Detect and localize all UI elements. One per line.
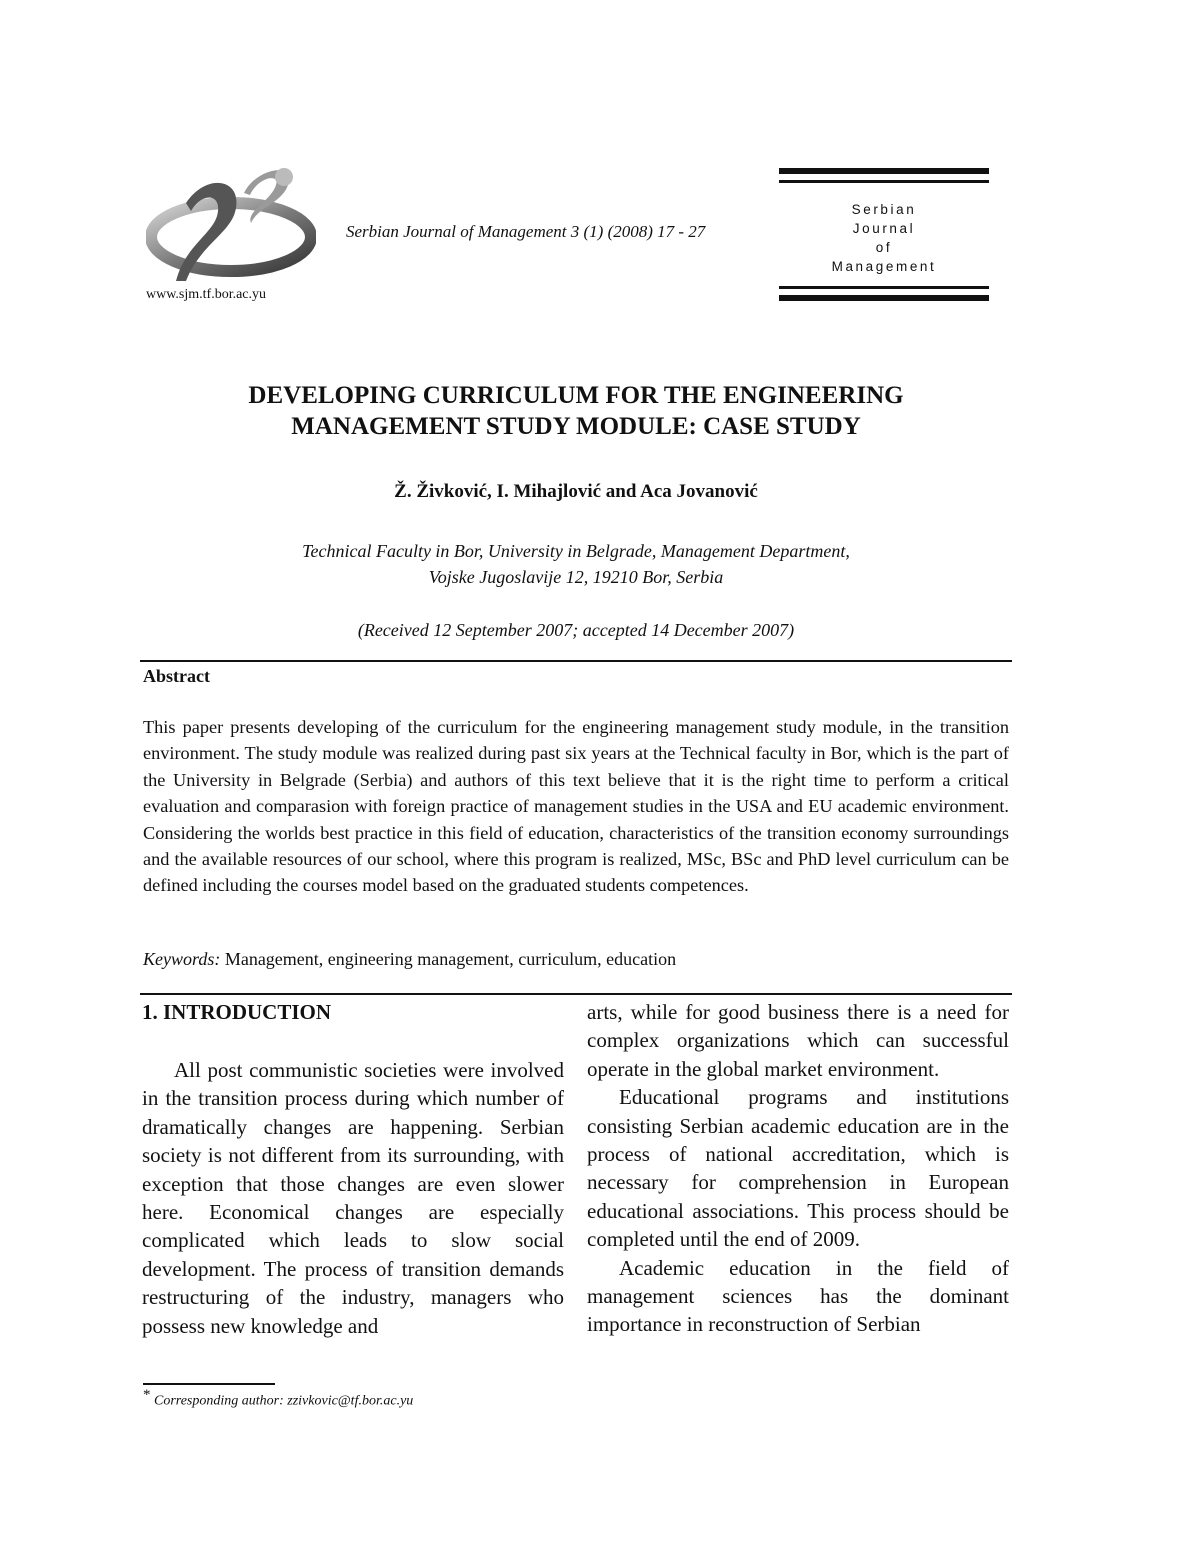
abstract-text: This paper presents developing of the curriculum for the engineering management study module, in the transition environment. The study module was realized during past six years at the Technical faculty in Bor, which is the part of the University in Belgrade (Serbia) and authors of this text believe that it is the right time to perform a critical evaluation and comparasion with foreign practice of management studies in the USA and EU academic environment. Considering the worlds best practice in this field of education, characteristics of the transition economy surroundings and the available resources of our school, where this program is realized, MSc, BSc and PhD level curriculum can be defined including the courses model based on the graduated students competences. xyxy=(143,717,1009,896)
keywords-label: Keywords: xyxy=(143,949,221,969)
footnote-rule xyxy=(143,1383,275,1385)
intro-paragraph: All post communistic societies were involved in the transition process during which number of dramatically changes are happening. Serbian society is not different from its surrounding, with exception that those changes are even slower here. Economical changes are especially complicated which leads to slow social development. The process of transition demands restructuring of the industry, managers who possess new knowledge and xyxy=(142,1058,564,1338)
journal-logo xyxy=(146,163,316,285)
affiliation-line: Technical Faculty in Bor, University in Belgrade, Management Department, xyxy=(302,541,850,561)
journal-box-line: Serbian xyxy=(851,202,917,217)
keywords-text: Management, engineering management, curriculum, education xyxy=(220,949,677,969)
intro-paragraph: Educational programs and institutions consisting Serbian academic education are in the process of national accreditation, which is necessary for comprehension in European educational associations. This process should be completed until the end of 2009. xyxy=(587,1085,1009,1252)
journal-name-box xyxy=(779,200,989,276)
keywords xyxy=(143,949,676,970)
site-url[interactable]: www.sjm.tf.bor.ac.yu xyxy=(146,287,267,302)
abstract-bottom-rule xyxy=(140,993,1012,995)
paper-title xyxy=(140,380,1012,442)
footnote xyxy=(143,1387,413,1410)
left-column xyxy=(142,998,564,1340)
title-line: DEVELOPING CURRICULUM FOR THE ENGINEERING xyxy=(248,382,904,409)
title-line: MANAGEMENT STUDY MODULE: CASE STUDY xyxy=(291,413,861,440)
footnote-text: Corresponding author: zzivkovic@tf.bor.ac.yu xyxy=(150,1393,414,1409)
right-column xyxy=(587,998,1009,1339)
journal-citation: Serbian Journal of Management 3 (1) (2008) 17 - 27 xyxy=(346,222,706,241)
section-heading: 1. INTRODUCTION xyxy=(142,1000,332,1024)
abstract-heading: Abstract xyxy=(143,666,210,686)
journal-box-line: of xyxy=(875,240,893,255)
journal-box-line: Journal xyxy=(852,221,916,236)
journal-box-bottom-bar xyxy=(779,295,989,301)
abstract-top-rule xyxy=(140,660,1012,662)
journal-box-bottom-thin-bar xyxy=(779,286,989,289)
intro-paragraph: arts, while for good business there is a need for complex organizations which can successful operate in the global market environment. xyxy=(587,1000,1009,1081)
journal-box-top-thin-bar xyxy=(779,180,989,183)
logo-graphic xyxy=(146,163,316,285)
intro-paragraph: Academic education in the field of management sciences has the dominant importance in reconstruction of Serbian xyxy=(587,1255,1009,1337)
affiliation-line: Vojske Jugoslavije 12, 19210 Bor, Serbia xyxy=(428,567,724,587)
footnote-marker: * xyxy=(143,1387,151,1403)
received-dates: (Received 12 September 2007; accepted 14 December 2007) xyxy=(357,620,795,640)
journal-box-top-bar xyxy=(779,168,989,174)
journal-box-line: Management xyxy=(831,259,937,274)
affiliation xyxy=(140,538,1012,590)
authors: Ž. Živković, I. Mihajlović and Aca Jovanović xyxy=(394,481,758,502)
